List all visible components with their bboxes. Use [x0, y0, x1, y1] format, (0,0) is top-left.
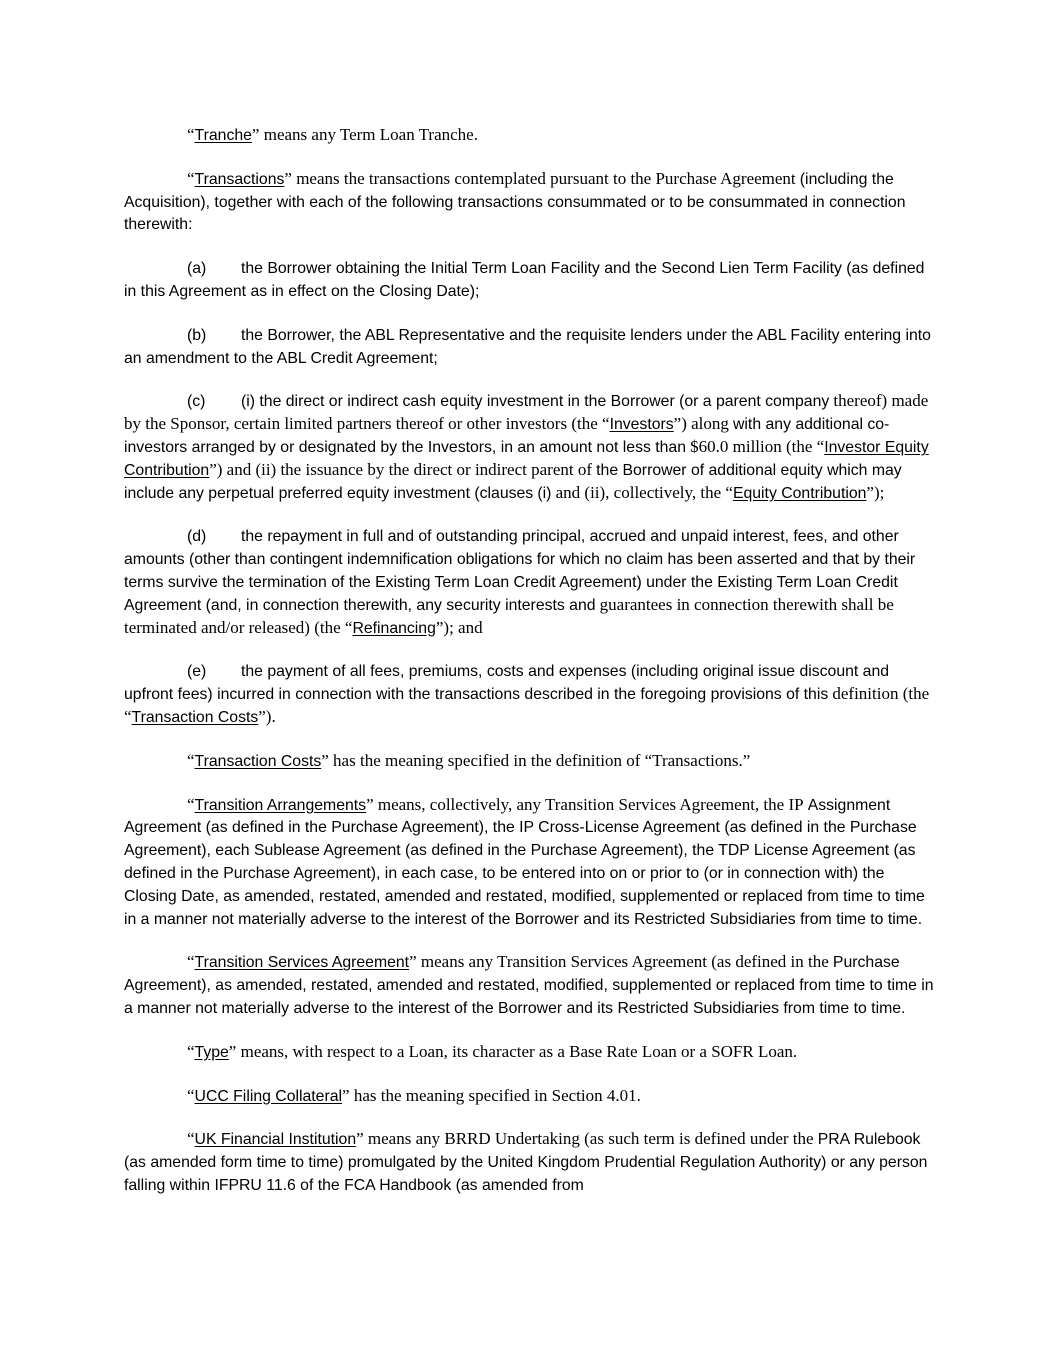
clause-a — [124, 257, 934, 303]
clause-text: ”). — [258, 706, 276, 726]
defined-term: Transactions — [194, 170, 285, 188]
clause-d — [124, 525, 934, 639]
quote-open: “ — [187, 952, 195, 972]
definition-text-continued: Assignment Agreement (as defined in the Purchase Agreement), the IP Cross-License Agreement (as defined in the Purchase Agreement), each Sublease Agreement (as defined in the Purchase Agreement), the TDP License Agreement (as defined in the Purchase Agreement), in each case, to be entered into on or prior to (or in connection with) the Closing Date, as amended, restated, amended and restated, modified, supplemented or replaced from time to time in a manner not materially adverse to the interest of the Borrower and its Restricted Subsidiaries from time to time. — [124, 796, 925, 928]
defined-term: Transaction Costs — [194, 752, 322, 770]
quote-open: “ — [187, 794, 195, 814]
definition-text: ” means any Term Loan Tranche. — [251, 125, 478, 144]
quote-open: “ — [187, 1041, 195, 1061]
defined-term: UK Financial Institution — [194, 1131, 357, 1149]
clause-text: the repayment in full and of outstanding principal, accrued and unpaid interest, fees, and other amounts (other than contingent indemnification obligations for which no claim has been asserted and that by their terms survive the termination of the Existing Term Loan Credit Agreement) under the Existing Term Loan Credit Agreement (and, in connection therewith, any security interests and — [124, 528, 916, 614]
clause-text: ”) along — [673, 414, 729, 434]
definition-transition-arrangements — [124, 794, 934, 931]
defined-term: Type — [194, 1043, 229, 1061]
definition-text: ” means the transactions contemplated pursuant to the Purchase Agreement — [284, 168, 796, 188]
definition-transaction-costs — [124, 750, 934, 773]
clause-text: thereof) made by the Sponsor, certain limited partners thereof or other investors (the “ — [124, 391, 929, 434]
clause-label: (b) — [187, 326, 207, 344]
quote-open: “ — [187, 1085, 195, 1105]
clause-label: (e) — [187, 663, 207, 681]
quote-open: “ — [187, 1129, 195, 1149]
quote-open: “ — [187, 750, 195, 770]
clause-e — [124, 660, 934, 728]
definition-text: ” means any BRRD Undertaking (as such term is defined under the — [356, 1129, 814, 1149]
clause-text: guarantees in connection therewith shall be terminated and/or released) (the “ — [124, 594, 894, 637]
clause-text: ”) and (ii) the issuance by the direct or indirect parent of — [209, 459, 593, 479]
clause-text: the Borrower obtaining the Initial Term Loan Facility and the Second Lien Term Facility (as defined in this Agreement as in effect on the Closing Date); — [124, 260, 925, 300]
defined-term: Investors — [609, 416, 674, 434]
clause-text: the Borrower of additional equity which may include any perpetual preferred equity investment (clauses — [124, 461, 902, 502]
quote-open: “ — [187, 125, 195, 144]
definition-text: ” means any Transition Services Agreement (as defined in the — [409, 952, 829, 972]
definition-text: ” has the meaning specified in Section 4.01. — [342, 1085, 641, 1105]
clause-text: ”); and — [435, 617, 483, 637]
definition-text-continued: (including the Acquisition), together with each of the following transactions consummated or to be consummated in connection therewith: — [124, 170, 906, 234]
clause-text: (i) — [537, 484, 552, 502]
clause-label: (d) — [187, 528, 207, 546]
clause-label: (c) — [187, 393, 206, 411]
quote-open: “ — [187, 168, 195, 188]
definition-text-continued: Purchase Agreement), as amended, restated, amended and restated, modified, supplemented or replaced from time to time in a manner not materially adverse to the interest of the Borrower and its Restricted Subsidiaries from time to time. — [124, 954, 934, 1017]
definition-tranche — [124, 124, 934, 147]
defined-term: Transition Arrangements — [194, 796, 367, 814]
defined-term: Refinancing — [352, 619, 436, 637]
defined-term: Transition Services Agreement — [194, 954, 410, 972]
document-body — [124, 124, 934, 1218]
definition-text: ” means, with respect to a Loan, its character as a Base Rate Loan or a SOFR Loan. — [228, 1041, 798, 1061]
clause-text: the payment of all fees, premiums, costs and expenses (including original issue discount and upfront fees) incurred in connection with the transactions described in the foregoing provisions of this — [124, 663, 890, 704]
clause-text: the Borrower, the ABL Representative and the requisite lenders under the ABL Facility entering into an amendment to the ABL Credit Agreement; — [124, 326, 931, 367]
definition-text: ” means, collectively, any Transition Services Agreement, the IP — [366, 794, 804, 814]
defined-term: Transaction Costs — [131, 708, 259, 726]
clause-text: ”); — [866, 482, 885, 502]
clause-text: (i) the direct or indirect cash equity investment in the Borrower (or a parent company — [241, 393, 830, 411]
clause-label: (a) — [187, 260, 207, 278]
defined-term: Tranche — [194, 127, 252, 144]
definition-uk-financial-institution — [124, 1128, 934, 1196]
clause-text: definition (the “ — [124, 684, 930, 726]
defined-term: Equity Contribution — [732, 484, 867, 502]
definition-transactions — [124, 168, 934, 236]
defined-term: UCC Filing Collateral — [194, 1087, 343, 1105]
definition-ucc-filing-collateral — [124, 1085, 934, 1108]
defined-term: Investor Equity Contribution — [124, 438, 929, 479]
clause-text: and (ii), collectively, the “ — [551, 482, 733, 502]
clause-text: $60.0 million (the “ — [690, 436, 825, 456]
definition-type — [124, 1041, 934, 1064]
clause-c — [124, 390, 934, 504]
definition-text-continued: PRA Rulebook (as amended form time to time) promulgated by the United Kingdom Prudential Regulation Authority) or any person falling within IFPRU 11.6 of the FCA Handbook (as amended from — [124, 1131, 928, 1194]
definition-transition-services-agreement — [124, 951, 934, 1019]
clause-b — [124, 324, 934, 370]
definition-text: ” has the meaning specified in the definition of “Transactions.” — [321, 750, 751, 770]
clause-text: with any additional co-investors arranged by or designated by the Investors, in an amount not less than — [124, 416, 890, 456]
